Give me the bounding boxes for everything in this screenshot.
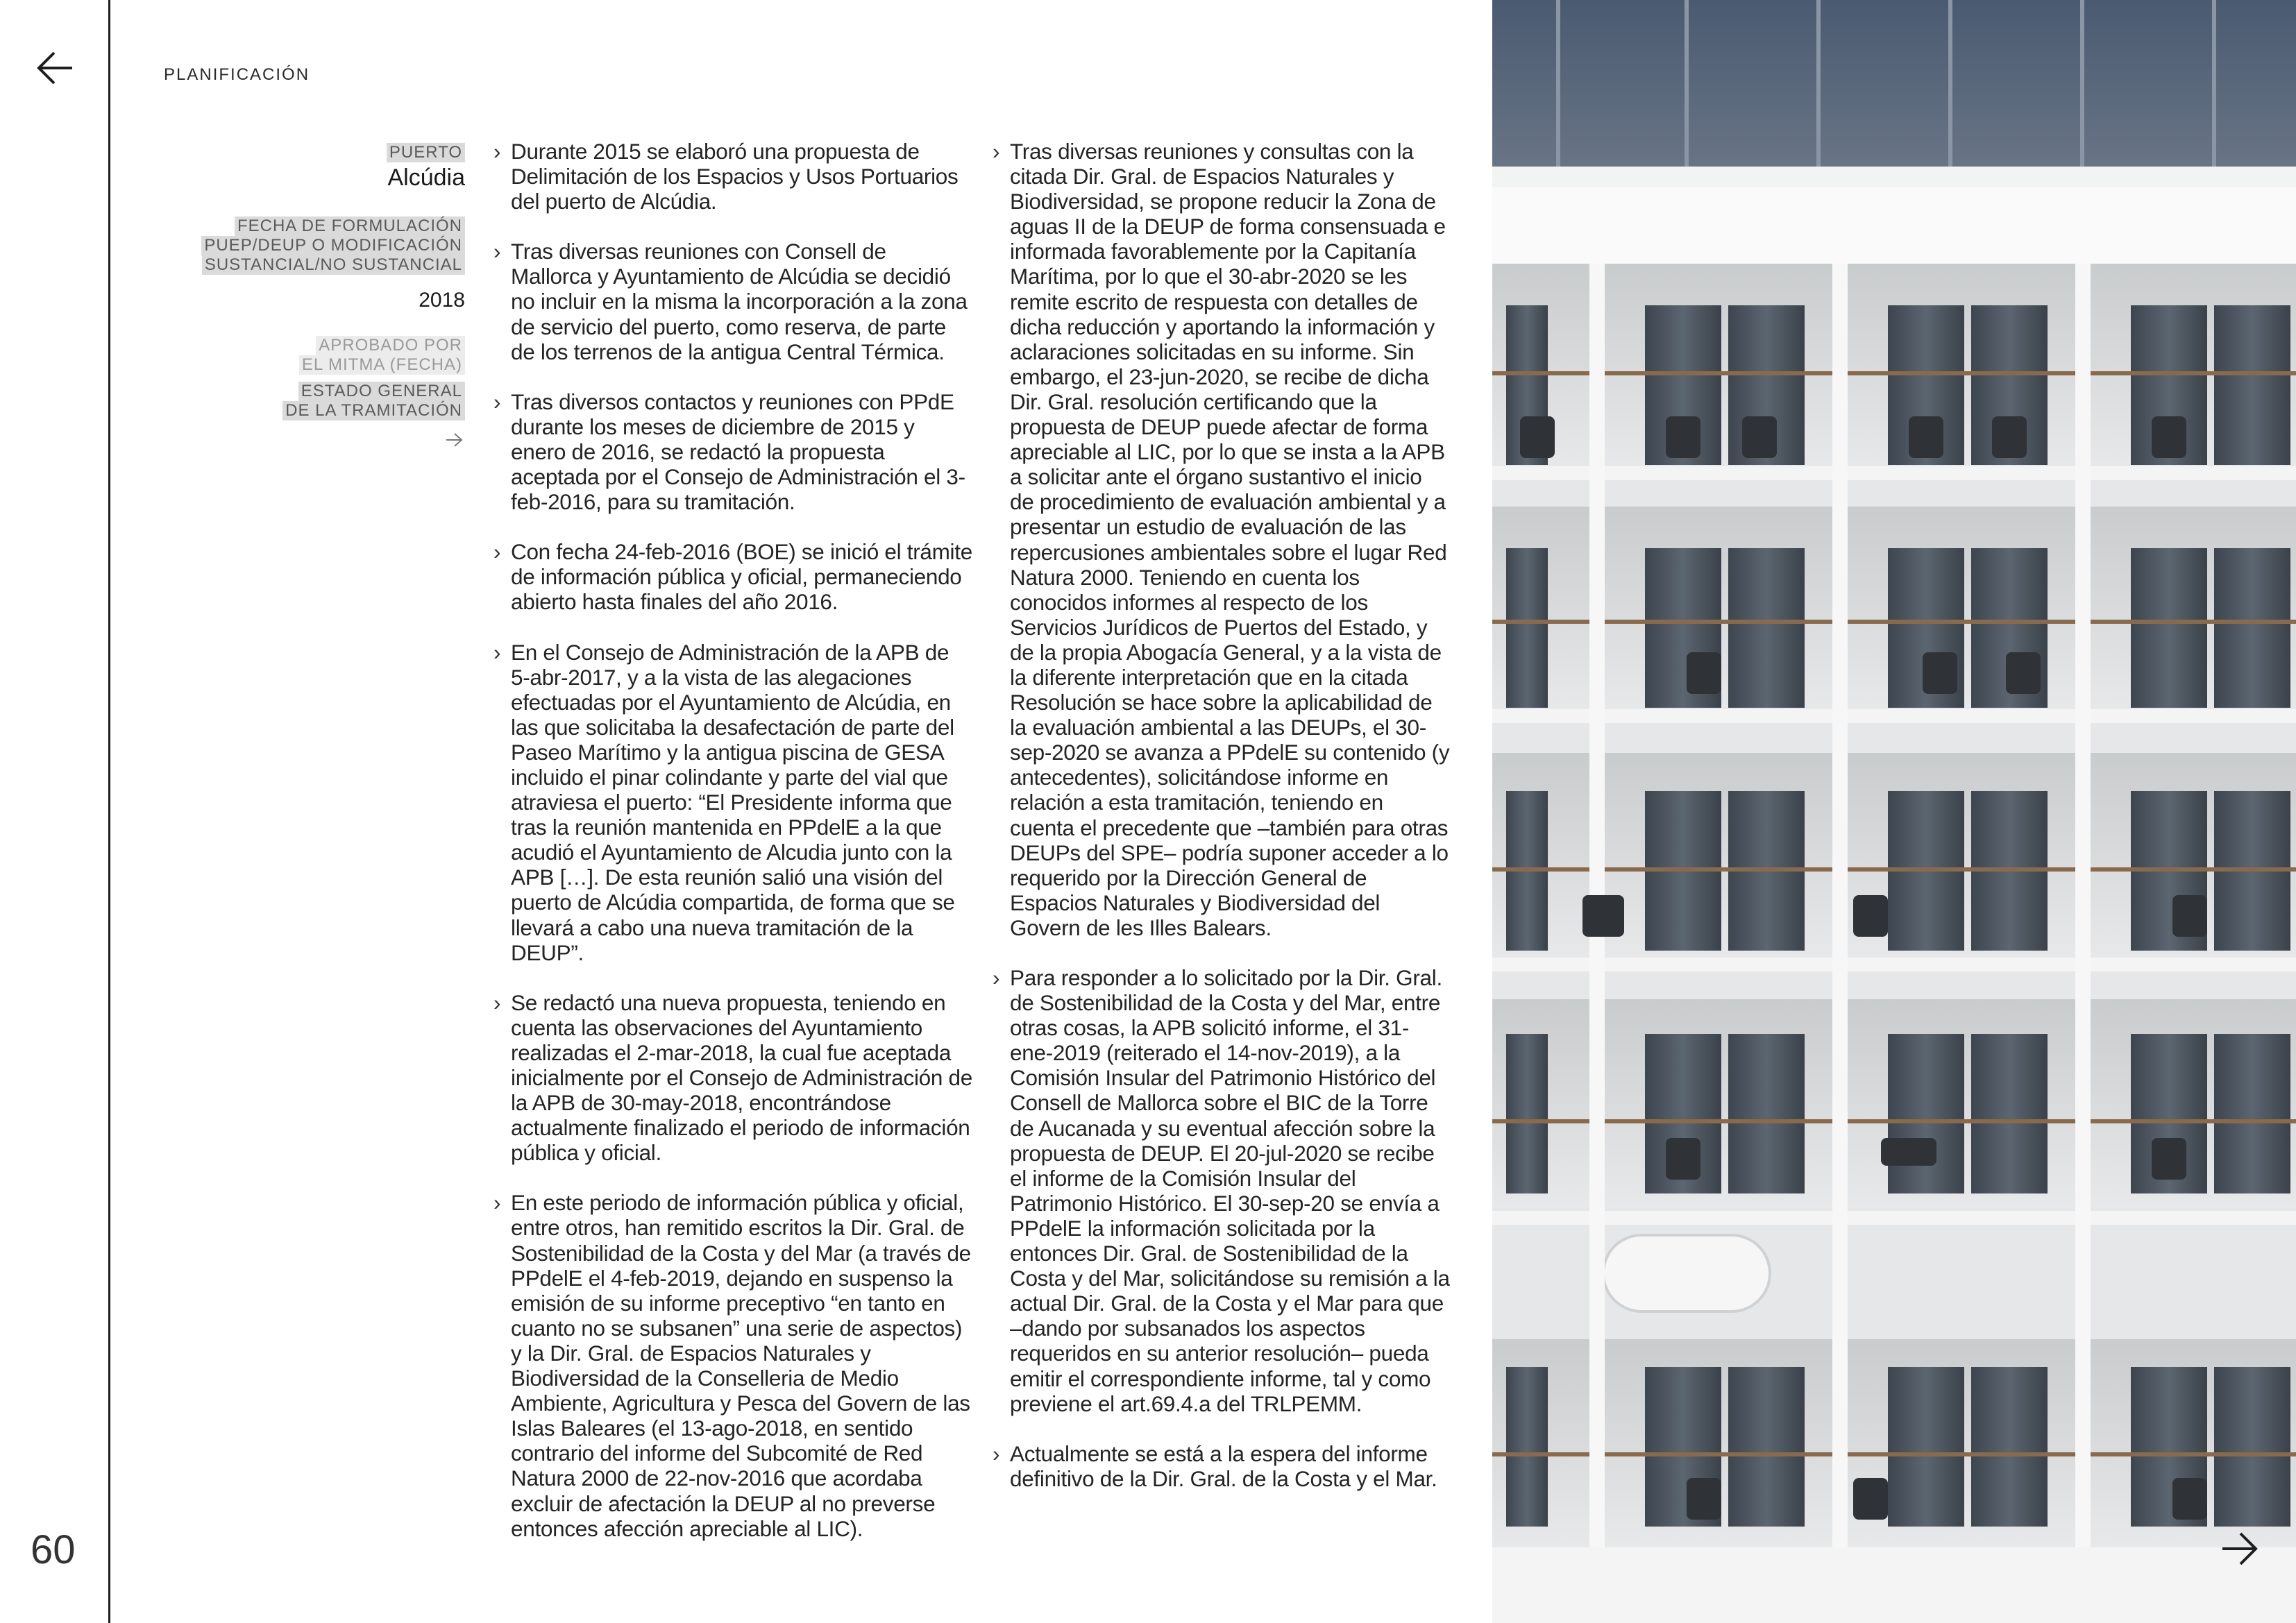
- cruise-ship-balconies-photo: [1492, 0, 2296, 1623]
- text-column-2: [993, 139, 1451, 1516]
- page-number: 60: [31, 1527, 76, 1572]
- formulation-label-line-2: PUEP/DEUP O MODIFICACIÓN: [201, 236, 465, 255]
- paragraph: › Tras diversas reuniones y consultas con la citada Dir. Gral. de Espacios Naturales y Biodiversidad, se propone reducir la Zona de aguas II de la DEUP de forma consensuada e informada favorablemente por la Capitanía Marítima, por lo que el 30-abr-2020 se les remite escrito de respuesta con detalles de dicha reducción y aportando la información y aclaraciones solicitadas en su informe. Sin embargo, el 23-jun-2020, se recibe de dicha Dir. Gral. resolución certificando que la propuesta de DEUP puede afectar de forma apreciable al LIC, por lo que se insta a la APB a solicitar ante el órgano sustantivo el inicio de procedimiento de evaluación ambiental y a presentar un estudio de evaluación de las repercusiones ambientales sobre el lugar Red Natura 2000. Teniendo en cuenta los conocidos informes al respecto de los Servicios Jurídicos de Puertos del Estado, y de la propia Abogacía General, y a la vista de la diferente interpretación que en la citada Resolución se hace sobre la aplicabilidad de la evaluación ambiental a las DEUPs, el 30-sep-2020 se avanza a PPdelE su contenido (y antecedentes), solicitándose informe en relación a esta tramitación, teniendo en cuenta el precedente que –también para otras DEUPs del SPE– podría suponer acceder a lo requerido por la Dirección General de Espacios Naturales y Biodiversidad del Govern de les Illes Balears.: [993, 139, 1451, 940]
- formulation-label-line-1: FECHA DE FORMULACIÓN: [235, 216, 465, 236]
- paragraph: › En el Consejo de Administración de la APB de 5-abr-2017, y a la vista de las alegaciones efectuadas por el Ayuntamiento de Alcúdia, en las que solicitaba la desafectación de parte del Paseo Marítimo y la antigua piscina de GESA incluido el pinar colindante y parte del vial que atraviesa el puerto: “El Presidente informa que tras la reunión mantenida en PPdelE a la que acudió el Ayuntamiento de Alcudia junto con la APB […]. De esta reunión salió una visión del puerto de Alcúdia compartida, de forma que se llevará a cabo una nueva tramitación de la DEUP”.: [493, 640, 972, 965]
- status-label-line-2: DE LA TRAMITACIÓN: [282, 401, 465, 420]
- paragraph: › Se redactó una nueva propuesta, teniendo en cuenta las observaciones del Ayuntamiento realizadas el 2-mar-2018, la cual fue aceptada inicialmente por el Consejo de Administración de la APB de 30-may-2018, encontrándose actualmente finalizado el periodo de información pública y oficial.: [493, 990, 972, 1166]
- arrow-right-small-icon[interactable]: [167, 430, 465, 450]
- left-margin-rule: [108, 0, 110, 1623]
- formulation-year: 2018: [419, 289, 465, 312]
- port-label: PUERTO: [387, 143, 465, 162]
- port-metadata: [167, 143, 465, 473]
- port-name: Alcúdia: [387, 164, 465, 191]
- paragraph: › Con fecha 24-feb-2016 (BOE) se inició el trámite de información pública y oficial, permaneciendo abierto hasta finales del año 2016.: [493, 539, 972, 614]
- approved-label-line-1: APROBADO POR: [316, 336, 465, 355]
- paragraph: › En este periodo de información pública y oficial, entre otros, han remitido escritos la Dir. Gral. de Sostenibilidad de la Costa y del Mar (a través de PPdelE el 4-feb-2019, dejando en suspenso la emisión de su informe preceptivo “en tanto en cuanto no se subsanen” una serie de aspectos) y la Dir. Gral. de Espacios Naturales y Biodiversidad de la Conselleria de Medio Ambiente, Agricultura y Pesca del Govern de las Islas Baleares (el 13-ago-2018, en sentido contrario del informe del Subcomité de Red Natura 2000 de 22-nov-2016 que acordaba excluir de afectación la DEUP al no preverse entonces afección apreciable al LIC).: [493, 1190, 972, 1540]
- status-label-line-1: ESTADO GENERAL: [298, 382, 465, 401]
- arrow-left-icon[interactable]: [36, 49, 75, 87]
- arrow-right-icon[interactable]: [2220, 1529, 2259, 1568]
- formulation-label-line-3: SUSTANCIAL/NO SUSTANCIAL: [202, 255, 465, 275]
- text-column-1: [493, 139, 972, 1566]
- section-label: PLANIFICACIÓN: [164, 65, 310, 84]
- paragraph: › Actualmente se está a la espera del informe definitivo de la Dir. Gral. de la Costa y el Mar.: [993, 1441, 1451, 1491]
- paragraph: › Para responder a lo solicitado por la Dir. Gral. de Sostenibilidad de la Costa y del Mar, entre otras cosas, la APB solicitó informe, el 31-ene-2019 (reiterado el 14-nov-2019), a la Comisión Insular del Patrimonio Histórico del Consell de Mallorca sobre el BIC de la Torre de Aucanada y su eventual afección sobre la propuesta de DEUP. El 20-jul-2020 se recibe el informe de la Comisión Insular del Patrimonio Histórico. El 30-sep-20 se envía a PPdelE la información solicitada por la entonces Dir. Gral. de Sostenibilidad de la Costa y del Mar, solicitándose su remisión a la actual Dir. Gral. de la Costa y el Mar para que –dando por subsanados los aspectos requeridos en su anterior resolución– pueda emitir el correspondiente informe, tal y como previene el art.69.4.a del TRLPEMM.: [993, 965, 1451, 1416]
- paragraph: › Durante 2015 se elaboró una propuesta de Delimitación de los Espacios y Usos Portuarios del puerto de Alcúdia.: [493, 139, 972, 214]
- paragraph: › Tras diversas reuniones con Consell de Mallorca y Ayuntamiento de Alcúdia se decidió no incluir en la misma la incorporación a la zona de servicio del puerto, como reserva, de parte de los terrenos de la antigua Central Térmica.: [493, 239, 972, 364]
- approved-label-line-2: EL MITMA (FECHA): [299, 355, 465, 375]
- paragraph: › Tras diversos contactos y reuniones con PPdE durante los meses de diciembre de 2015 y enero de 2016, se redactó la propuesta aceptada por el Consejo de Administración el 3-feb-2016, para su tramitación.: [493, 389, 972, 514]
